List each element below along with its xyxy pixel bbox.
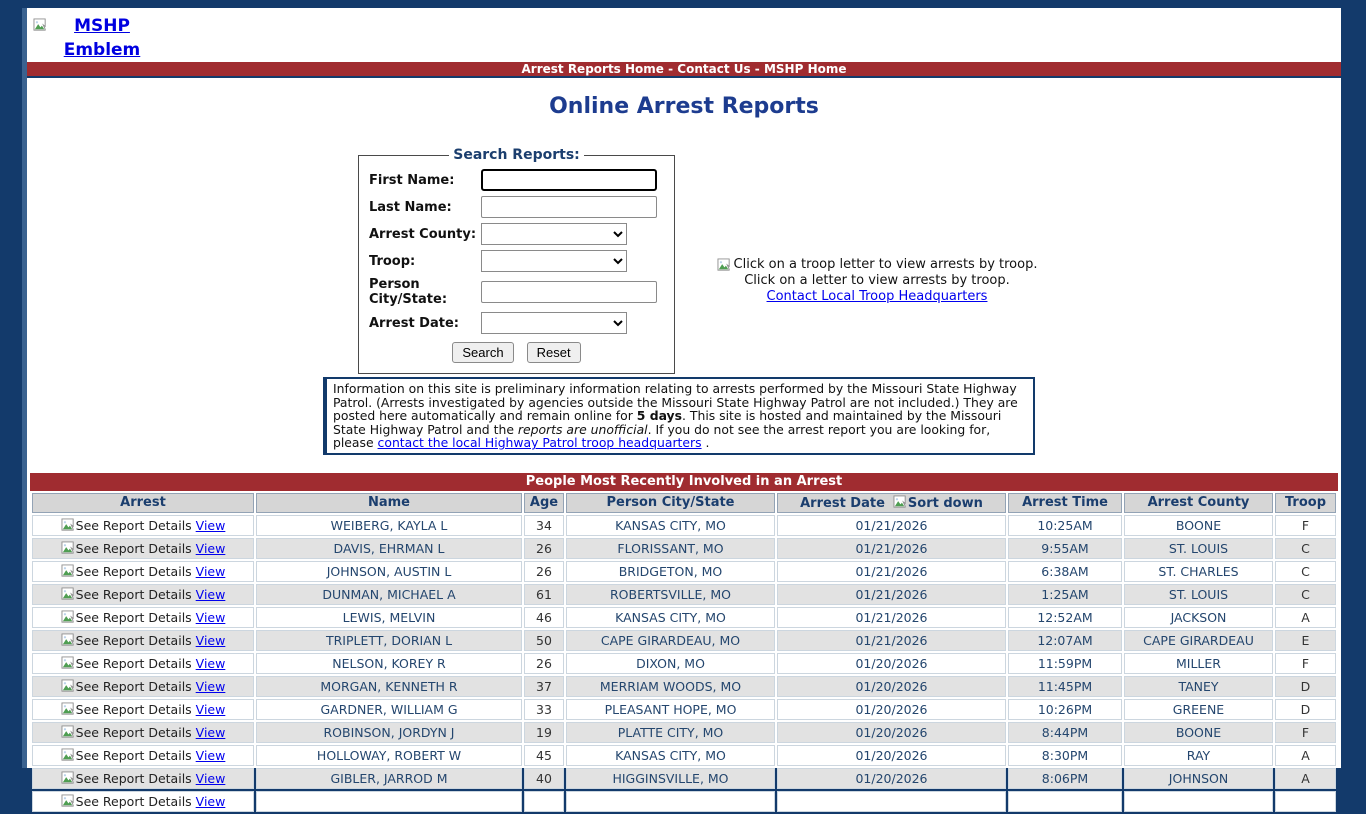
arrest-date-cell: 01/21/2026	[777, 515, 1006, 536]
view-report-link[interactable]: View	[195, 770, 226, 786]
troop-cell: D	[1275, 676, 1336, 697]
disclaimer-bold: 5 days	[636, 408, 683, 424]
age-cell: 45	[524, 745, 564, 766]
arrest-time-cell: 9:55AM	[1008, 538, 1122, 559]
name-cell: NELSON, KOREY R	[256, 653, 522, 674]
arrest-county-cell: JACKSON	[1124, 607, 1273, 628]
name-cell: GIBLER, JARROD M	[256, 768, 522, 789]
arrest-time-cell: 12:52AM	[1008, 607, 1122, 628]
table-header-row	[32, 493, 1336, 513]
arrest-action-cell	[32, 722, 254, 743]
sort-down-alt-text[interactable]: Sort down	[907, 495, 983, 511]
arrest-county-cell: ST. CHARLES	[1124, 561, 1273, 582]
person-city-state-cell: CAPE GIRARDEAU, MO	[566, 630, 775, 651]
arrest-date-cell: 01/21/2026	[777, 607, 1006, 628]
report-details-alt-text: See Report Details	[75, 678, 192, 694]
nav-contact-us[interactable]: Contact Us	[677, 62, 751, 76]
disclaimer-box	[323, 377, 1035, 455]
troop-cell: F	[1275, 515, 1336, 536]
person-city-state-cell: MERRIAM WOODS, MO	[566, 676, 775, 697]
broken-image-icon	[33, 18, 48, 32]
arrest-county-cell: TANEY	[1124, 676, 1273, 697]
contact-local-troop-link[interactable]: contact the local Highway Patrol troop headquarters	[377, 435, 702, 451]
person-city-state-cell: HIGGINSVILLE, MO	[566, 768, 775, 789]
age-cell: 40	[524, 768, 564, 789]
search-reports-form	[358, 147, 675, 374]
col-header-name: Name	[256, 493, 522, 513]
broken-image-icon	[717, 258, 732, 272]
age-cell: 33	[524, 699, 564, 720]
report-details-alt-text: See Report Details	[75, 540, 192, 556]
person-city-state-cell: KANSAS CITY, MO	[566, 607, 775, 628]
nav-separator: -	[750, 62, 764, 76]
name-cell: DAVIS, EHRMAN L	[256, 538, 522, 559]
arrest-date-cell	[777, 791, 1006, 812]
report-details-alt-text: See Report Details	[75, 655, 192, 671]
broken-image-icon	[61, 702, 76, 716]
arrest-time-cell: 8:06PM	[1008, 768, 1122, 789]
arrest-action-cell	[32, 630, 254, 651]
table-row	[32, 584, 1336, 605]
disclaimer-text: . If you do not see the arrest report you are looking for, please	[333, 421, 991, 451]
table-row	[32, 768, 1336, 789]
broken-image-icon	[61, 748, 76, 762]
troop-select[interactable]	[481, 250, 627, 272]
arrest-action-cell	[32, 515, 254, 536]
mshp-emblem-link[interactable]	[33, 14, 150, 62]
name-cell: JOHNSON, AUSTIN L	[256, 561, 522, 582]
arrest-time-cell: 8:30PM	[1008, 745, 1122, 766]
table-row	[32, 515, 1336, 536]
arrest-action-cell	[32, 745, 254, 766]
arrest-date-cell: 01/20/2026	[777, 653, 1006, 674]
arrest-action-cell	[32, 584, 254, 605]
person-city-state-cell: PLATTE CITY, MO	[566, 722, 775, 743]
disclaimer-text: .	[701, 435, 710, 451]
arrest-time-cell: 10:25AM	[1008, 515, 1122, 536]
age-cell: 37	[524, 676, 564, 697]
broken-image-icon	[61, 564, 76, 578]
arrest-county-label: Arrest County:	[369, 226, 477, 242]
report-details-alt-text: See Report Details	[75, 563, 192, 579]
disclaimer-text: . This site is hosted and maintained by the Missouri State Highway Patrol and the	[333, 408, 1002, 437]
col-header-arrest-date[interactable]: Arrest Date Sort down	[777, 493, 1006, 513]
arrest-county-cell: ST. LOUIS	[1124, 538, 1273, 559]
troop-cell: A	[1275, 768, 1336, 789]
person-city-state-label: Person City/State:	[369, 277, 448, 307]
troop-cell: A	[1275, 607, 1336, 628]
arrest-time-cell: 8:44PM	[1008, 722, 1122, 743]
last-name-input[interactable]	[481, 196, 657, 218]
report-details-alt-text: See Report Details	[75, 770, 192, 786]
age-cell: 61	[524, 584, 564, 605]
troop-map-info	[667, 257, 1087, 305]
arrest-county-cell: CAPE GIRARDEAU	[1124, 630, 1273, 651]
name-cell: MORGAN, KENNETH R	[256, 676, 522, 697]
troop-cell: E	[1275, 630, 1336, 651]
arrest-date-cell: 01/20/2026	[777, 745, 1006, 766]
arrest-county-cell: GREENE	[1124, 699, 1273, 720]
nav-arrest-reports-home[interactable]: Arrest Reports Home	[521, 62, 664, 76]
broken-image-icon	[61, 679, 76, 693]
arrest-action-cell	[32, 607, 254, 628]
view-report-link[interactable]: View	[195, 586, 226, 602]
report-details-alt-text: See Report Details	[75, 701, 192, 717]
arrest-county-cell: JOHNSON	[1124, 768, 1273, 789]
broken-image-icon	[61, 518, 76, 532]
arrest-action-cell	[32, 561, 254, 582]
troop-cell: A	[1275, 745, 1336, 766]
report-details-alt-text: See Report Details	[75, 724, 192, 740]
col-header-troop: Troop	[1275, 493, 1336, 513]
troop-label: Troop:	[369, 253, 416, 269]
broken-image-icon	[61, 587, 76, 601]
arrest-date-select[interactable]	[481, 312, 627, 334]
arrest-time-cell: 12:07AM	[1008, 630, 1122, 651]
table-row	[32, 653, 1336, 674]
search-area	[27, 129, 1341, 360]
arrest-date-cell: 01/20/2026	[777, 676, 1006, 697]
disclaimer-italic: reports are unofficial	[517, 421, 648, 437]
first-name-input[interactable]	[481, 169, 657, 191]
view-report-link[interactable]: View	[195, 609, 226, 625]
person-city-state-cell: KANSAS CITY, MO	[566, 515, 775, 536]
arrest-date-cell: 01/21/2026	[777, 630, 1006, 651]
emblem-alt-text[interactable]: MSHP Emblem	[63, 16, 141, 60]
table-row	[32, 791, 1336, 812]
view-report-link[interactable]: View	[195, 655, 226, 671]
broken-image-icon	[61, 725, 76, 739]
view-report-link[interactable]: View	[195, 517, 226, 533]
site-header	[27, 8, 1341, 62]
broken-image-icon	[893, 495, 908, 509]
top-nav-bar	[27, 62, 1341, 78]
person-city-state-cell: FLORISSANT, MO	[566, 538, 775, 559]
arrest-action-cell	[32, 676, 254, 697]
view-report-link[interactable]: View	[195, 540, 226, 556]
troop-cell: D	[1275, 699, 1336, 720]
arrest-date-cell: 01/20/2026	[777, 768, 1006, 789]
arrest-time-cell: 11:59PM	[1008, 653, 1122, 674]
troop-cell: F	[1275, 653, 1336, 674]
arrest-action-cell	[32, 791, 254, 812]
name-cell: LEWIS, MELVIN	[256, 607, 522, 628]
disclaimer-text: Information on this site is preliminary information relating to arrests performed by the Missouri State Highway Patrol. (Arrests investigated by agencies outside the Missouri State Highway Patrol are not included.) They are posted here automatically and remain online for	[333, 381, 1018, 424]
person-city-state-cell: DIXON, MO	[566, 653, 775, 674]
report-details-alt-text: See Report Details	[75, 609, 192, 625]
age-cell: 26	[524, 561, 564, 582]
arrest-date-cell: 01/20/2026	[777, 699, 1006, 720]
nav-separator: -	[663, 62, 678, 76]
reset-button[interactable]: Reset	[527, 342, 581, 363]
view-report-link[interactable]: View	[195, 678, 226, 694]
name-cell: ROBINSON, JORDYN J	[256, 722, 522, 743]
age-cell: 19	[524, 722, 564, 743]
first-name-label: First Name:	[369, 172, 455, 188]
view-report-link[interactable]: View	[195, 632, 226, 648]
view-report-link[interactable]: View	[195, 793, 226, 809]
results-section	[30, 473, 1338, 814]
person-city-state-cell: BRIDGETON, MO	[566, 561, 775, 582]
arrest-county-select[interactable]	[481, 223, 627, 245]
age-cell: 26	[524, 538, 564, 559]
arrest-county-cell	[1124, 791, 1273, 812]
col-header-arrest: Arrest	[32, 493, 254, 513]
col-header-arrest-time: Arrest Time	[1008, 493, 1122, 513]
contact-troop-headquarters-link[interactable]: Contact Local Troop Headquarters	[766, 289, 988, 304]
col-header-age: Age	[524, 493, 564, 513]
broken-image-icon	[61, 656, 76, 670]
report-details-alt-text: See Report Details	[75, 747, 192, 763]
broken-image-icon	[61, 633, 76, 647]
arrest-county-cell: BOONE	[1124, 722, 1273, 743]
table-row	[32, 607, 1336, 628]
table-row	[32, 630, 1336, 651]
troop-cell	[1275, 791, 1336, 812]
age-cell: 50	[524, 630, 564, 651]
name-cell	[256, 791, 522, 812]
results-banner: People Most Recently Involved in an Arrest	[30, 473, 1338, 491]
arrest-time-cell: 10:26PM	[1008, 699, 1122, 720]
col-header-person-city-state: Person City/State	[566, 493, 775, 513]
broken-image-icon	[61, 541, 76, 555]
arrest-time-cell: 1:25AM	[1008, 584, 1122, 605]
page-content	[22, 8, 1341, 809]
view-report-link[interactable]: View	[195, 701, 226, 717]
arrest-county-cell: MILLER	[1124, 653, 1273, 674]
arrest-action-cell	[32, 699, 254, 720]
person-city-state-input[interactable]	[481, 281, 657, 303]
arrest-date-cell: 01/21/2026	[777, 538, 1006, 559]
name-cell: TRIPLETT, DORIAN L	[256, 630, 522, 651]
report-details-alt-text: See Report Details	[75, 793, 192, 809]
search-button[interactable]: Search	[452, 342, 513, 363]
arrest-action-cell	[32, 768, 254, 789]
age-cell	[524, 791, 564, 812]
arrest-county-cell: BOONE	[1124, 515, 1273, 536]
broken-image-icon	[61, 610, 76, 624]
troop-cell: C	[1275, 561, 1336, 582]
arrest-county-cell: RAY	[1124, 745, 1273, 766]
table-row	[32, 745, 1336, 766]
broken-image-icon	[61, 794, 76, 808]
troop-cell: C	[1275, 538, 1336, 559]
table-row	[32, 561, 1336, 582]
arrest-date-cell: 01/20/2026	[777, 722, 1006, 743]
page-title: Online Arrest Reports	[549, 94, 819, 119]
table-row	[32, 722, 1336, 743]
arrest-time-cell: 6:38AM	[1008, 561, 1122, 582]
report-details-alt-text: See Report Details	[75, 586, 192, 602]
arrest-time-cell: 11:45PM	[1008, 676, 1122, 697]
table-row	[32, 699, 1336, 720]
table-row	[32, 538, 1336, 559]
nav-mshp-home[interactable]: MSHP Home	[763, 62, 847, 76]
person-city-state-cell	[566, 791, 775, 812]
search-form-legend: Search Reports:	[453, 147, 580, 163]
name-cell: GARDNER, WILLIAM G	[256, 699, 522, 720]
arrest-date-label: Arrest Date:	[369, 315, 459, 331]
name-cell: DUNMAN, MICHAEL A	[256, 584, 522, 605]
arrest-county-cell: ST. LOUIS	[1124, 584, 1273, 605]
arrest-action-cell	[32, 538, 254, 559]
troop-letter-instruction: Click on a letter to view arrests by troop.	[744, 273, 1010, 288]
name-cell: HOLLOWAY, ROBERT W	[256, 745, 522, 766]
age-cell: 26	[524, 653, 564, 674]
arrest-action-cell	[32, 653, 254, 674]
report-details-alt-text: See Report Details	[75, 632, 192, 648]
age-cell: 34	[524, 515, 564, 536]
table-row	[32, 676, 1336, 697]
person-city-state-cell: ROBERTSVILLE, MO	[566, 584, 775, 605]
view-report-link[interactable]: View	[195, 563, 226, 579]
col-header-arrest-county: Arrest County	[1124, 493, 1273, 513]
last-name-label: Last Name:	[369, 199, 452, 215]
arrests-table	[30, 491, 1338, 814]
report-details-alt-text: See Report Details	[75, 517, 192, 533]
broken-image-icon	[61, 771, 76, 785]
person-city-state-cell: PLEASANT HOPE, MO	[566, 699, 775, 720]
person-city-state-cell: KANSAS CITY, MO	[566, 745, 775, 766]
name-cell: WEIBERG, KAYLA L	[256, 515, 522, 536]
troop-cell: C	[1275, 584, 1336, 605]
view-report-link[interactable]: View	[195, 747, 226, 763]
arrest-time-cell	[1008, 791, 1122, 812]
age-cell: 46	[524, 607, 564, 628]
troop-map-alt-text: Click on a troop letter to view arrests by troop.	[733, 257, 1038, 272]
arrest-date-cell: 01/21/2026	[777, 584, 1006, 605]
troop-cell: F	[1275, 722, 1336, 743]
view-report-link[interactable]: View	[195, 724, 226, 740]
arrest-date-cell: 01/21/2026	[777, 561, 1006, 582]
